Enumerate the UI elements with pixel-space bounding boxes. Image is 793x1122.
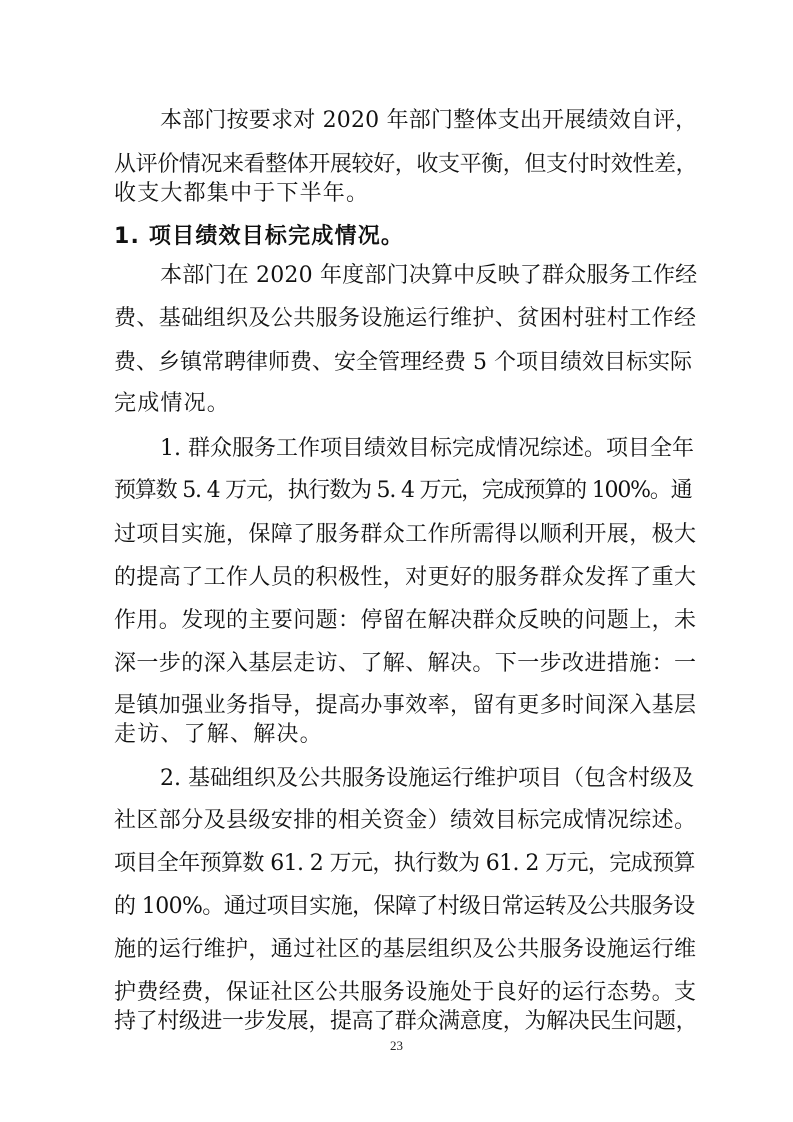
paragraph-line: 从评价情况来看整体开展较好，收支平衡，但支付时效性差，: [114, 152, 698, 177]
paragraph-line: 费、乡镇常聘律师费、安全管理经费 5 个项目绩效目标实际: [114, 350, 692, 375]
paragraph-line: 本部门按要求对 2020 年部门整体支出开展绩效自评，: [160, 108, 698, 133]
paragraph-line: 的 100%。通过项目实施，保障了村级日常运转及公共服务设: [114, 894, 695, 919]
paragraph-line: 走访、了解、解决。: [114, 722, 323, 747]
page-number: 23: [390, 1038, 403, 1053]
paragraph-line: 1. 群众服务工作项目绩效目标完成情况综述。项目全年: [160, 436, 694, 461]
paragraph-line: 的提高了工作人员的积极性，对更好的服务群众发挥了重大: [114, 565, 697, 590]
paragraph-line: 项目全年预算数 61. 2 万元，执行数为 61. 2 万元，完成预算: [114, 851, 695, 876]
paragraph-line: 是镇加强业务指导，提高办事效率，留有更多时间深入基层: [114, 693, 697, 718]
paragraph-line: 施的运行维护，通过社区的基层组织及公共服务设施运行维: [114, 937, 697, 962]
paragraph-line: 收支大都集中于下半年。: [114, 181, 370, 206]
paragraph-line: 过项目实施，保障了服务群众工作所需得以顺利开展，极大: [114, 522, 697, 547]
paragraph-line: 持了村级进一步发展，提高了群众满意度，为解决民生问题，: [114, 1009, 698, 1034]
paragraph-line: 2. 基础组织及公共服务设施运行维护项目（包含村级及: [160, 766, 694, 791]
paragraph-line: 深一步的深入基层走访、了解、解决。下一步改进措施：一: [114, 651, 697, 676]
paragraph-line: 护费经费，保证社区公共服务设施处于良好的运行态势。支: [114, 980, 697, 1005]
paragraph-line: 本部门在 2020 年度部门决算中反映了群众服务工作经: [160, 263, 698, 288]
paragraph-line: 费、基础组织及公共服务设施运行维护、贫困村驻村工作经: [114, 306, 697, 331]
section-heading: 1. 项目绩效目标完成情况。: [114, 224, 405, 249]
paragraph-line: 预算数 5. 4 万元，执行数为 5. 4 万元，完成预算的 100%。通: [114, 478, 692, 503]
paragraph-line: 作用。发现的主要问题：停留在解决群众反映的问题上，未: [114, 608, 697, 633]
paragraph-line: 社区部分及县级安排的相关资金）绩效目标完成情况综述。: [114, 808, 697, 833]
paragraph-line: 完成情况。: [114, 391, 231, 416]
